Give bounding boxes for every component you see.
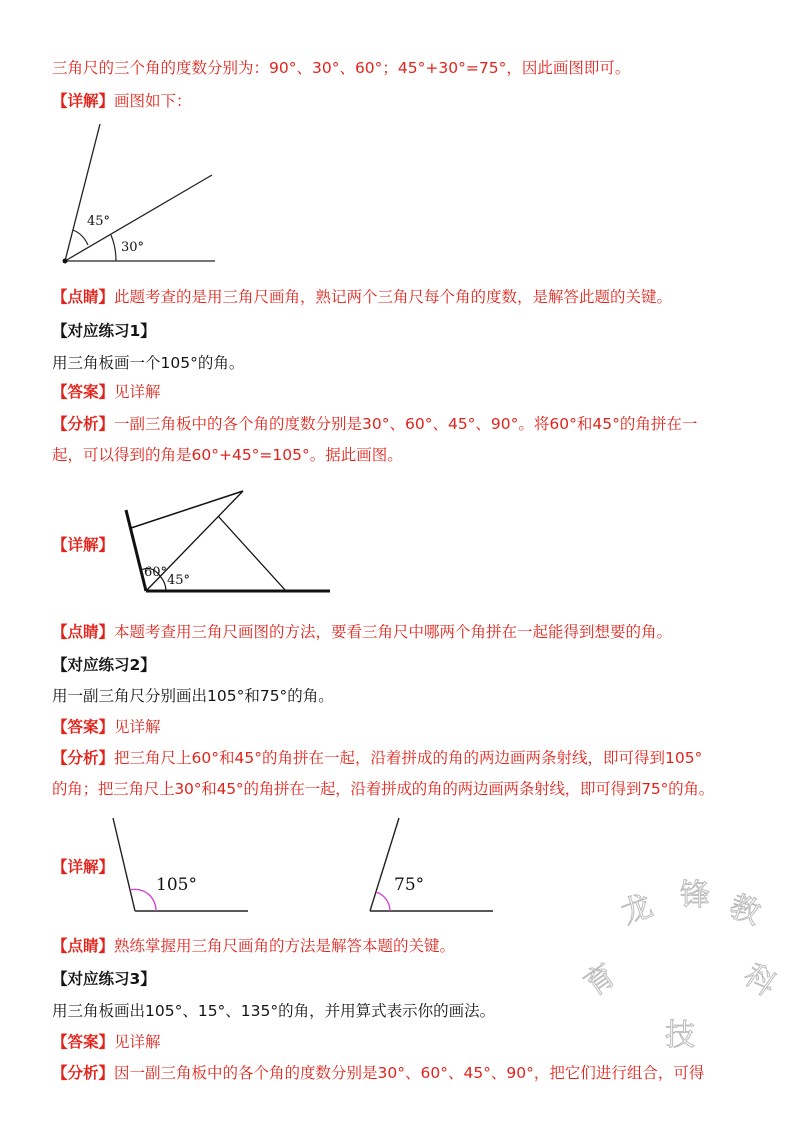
fig4-arc-75 [376,892,390,911]
fig2-label-45: 45° [167,573,191,588]
exercise-2-question: 用一副三角尺分别画出105°和75°的角。 [52,687,334,705]
exercise-3-title: 【对应练习3】 [52,970,156,988]
analysis-text: 因一副三角板中的各个角的度数分别是30°、60°、45°、90°，把它们进行组合，可得 [114,1064,705,1082]
watermark-char: 教 [724,888,765,933]
answer-text: 见详解 [114,383,161,401]
fig2-ray-left-thick [126,510,146,591]
exercise-1-analysis-line-1 [52,413,760,435]
detail-text: 画图如下： [114,92,192,110]
figure-105-angle [108,814,258,918]
exercise-1-question: 用三角板画一个105°的角。 [52,354,245,372]
watermark-stamp [577,878,783,1060]
fig1-arc-30 [111,235,116,261]
detail-line [52,90,760,112]
watermark-char: 龙 [616,888,658,932]
exercise-1-analysis-line-2: 起，可以得到的角是60°+45°=105°。据此画图。 [52,446,403,464]
exercise-1-comment [52,621,760,643]
exercise-3-analysis-line-1 [52,1062,760,1084]
exercise-2-analysis-line-1 [52,747,760,769]
detail-tag: 【详解】 [52,858,115,876]
fig1-vertex [63,259,68,264]
analysis-text: 把三角尺上60°和45°的角拼在一起，沿着拼成的角的两边画两条射线，即可得到105° [114,749,703,767]
comment-text: 此题考查的是用三角尺画角，熟记两个三角尺每个角的度数，是解答此题的关键。 [114,288,673,306]
exercise-1-answer [52,381,760,403]
comment-tag: 【点睛】 [52,288,115,306]
fig1-label-30: 30° [121,240,145,255]
analysis-tag: 【分析】 [52,415,115,433]
comment-line [52,286,760,308]
watermark-char: 育 [577,957,623,1004]
fig2-triangle-top [131,491,243,528]
analysis-tag: 【分析】 [52,749,115,767]
comment-tag: 【点睛】 [52,623,115,641]
watermark-char: 锋 [680,878,710,913]
exercise-2-analysis-line-2: 的角；把三角尺上30°和45°的角拼在一起，沿着拼成的角的两边画两条射线，即可得到75°的角。 [52,780,715,798]
fig1-arc-45 [73,230,88,245]
watermark-char: 科 [737,957,783,1004]
analysis-tag: 【分析】 [52,1064,115,1082]
fig3-label-105: 105° [156,875,197,895]
detail-tag: 【详解】 [52,92,115,110]
exercise-2-title: 【对应练习2】 [52,656,156,674]
answer-tag: 【答案】 [52,1033,115,1051]
figure-105-triangles [120,488,340,598]
exercise-2-answer [52,716,760,738]
figure-45-30-angle [55,118,225,268]
answer-text: 见详解 [114,718,161,736]
analysis-text: 一副三角板中的各个角的度数分别是30°、60°、45°、90°。将60°和45°的角拼在一 [114,415,698,433]
fig4-label-75: 75° [394,875,425,895]
comment-tag: 【点睛】 [52,937,115,955]
exercise-1-title: 【对应练习1】 [52,322,156,340]
comment-text: 熟练掌握用三角尺画角的方法是解答本题的关键。 [114,937,456,955]
answer-tag: 【答案】 [52,383,115,401]
fig3-ray-left [113,818,135,911]
fig1-ray-upper [65,124,100,261]
answer-text: 见详解 [114,1033,161,1051]
fig1-label-45: 45° [87,214,111,229]
figure-75-angle [365,814,500,918]
fig2-triangle-right [218,516,286,591]
solution-text: 三角尺的三个角的度数分别为：90°、30°、60°；45°+30°=75°，因此画图即可。 [52,59,631,77]
fig2-label-60: 60° [144,565,168,580]
exercise-3-question: 用三角板画出105°、15°、135°的角，并用算式表示你的画法。 [52,1002,496,1020]
detail-tag: 【详解】 [52,536,115,554]
answer-tag: 【答案】 [52,718,115,736]
watermark-char: 技 [665,1018,695,1053]
comment-text: 本题考查用三角尺画图的方法，要看三角尺中哪两个角拼在一起能得到想要的角。 [114,623,673,641]
